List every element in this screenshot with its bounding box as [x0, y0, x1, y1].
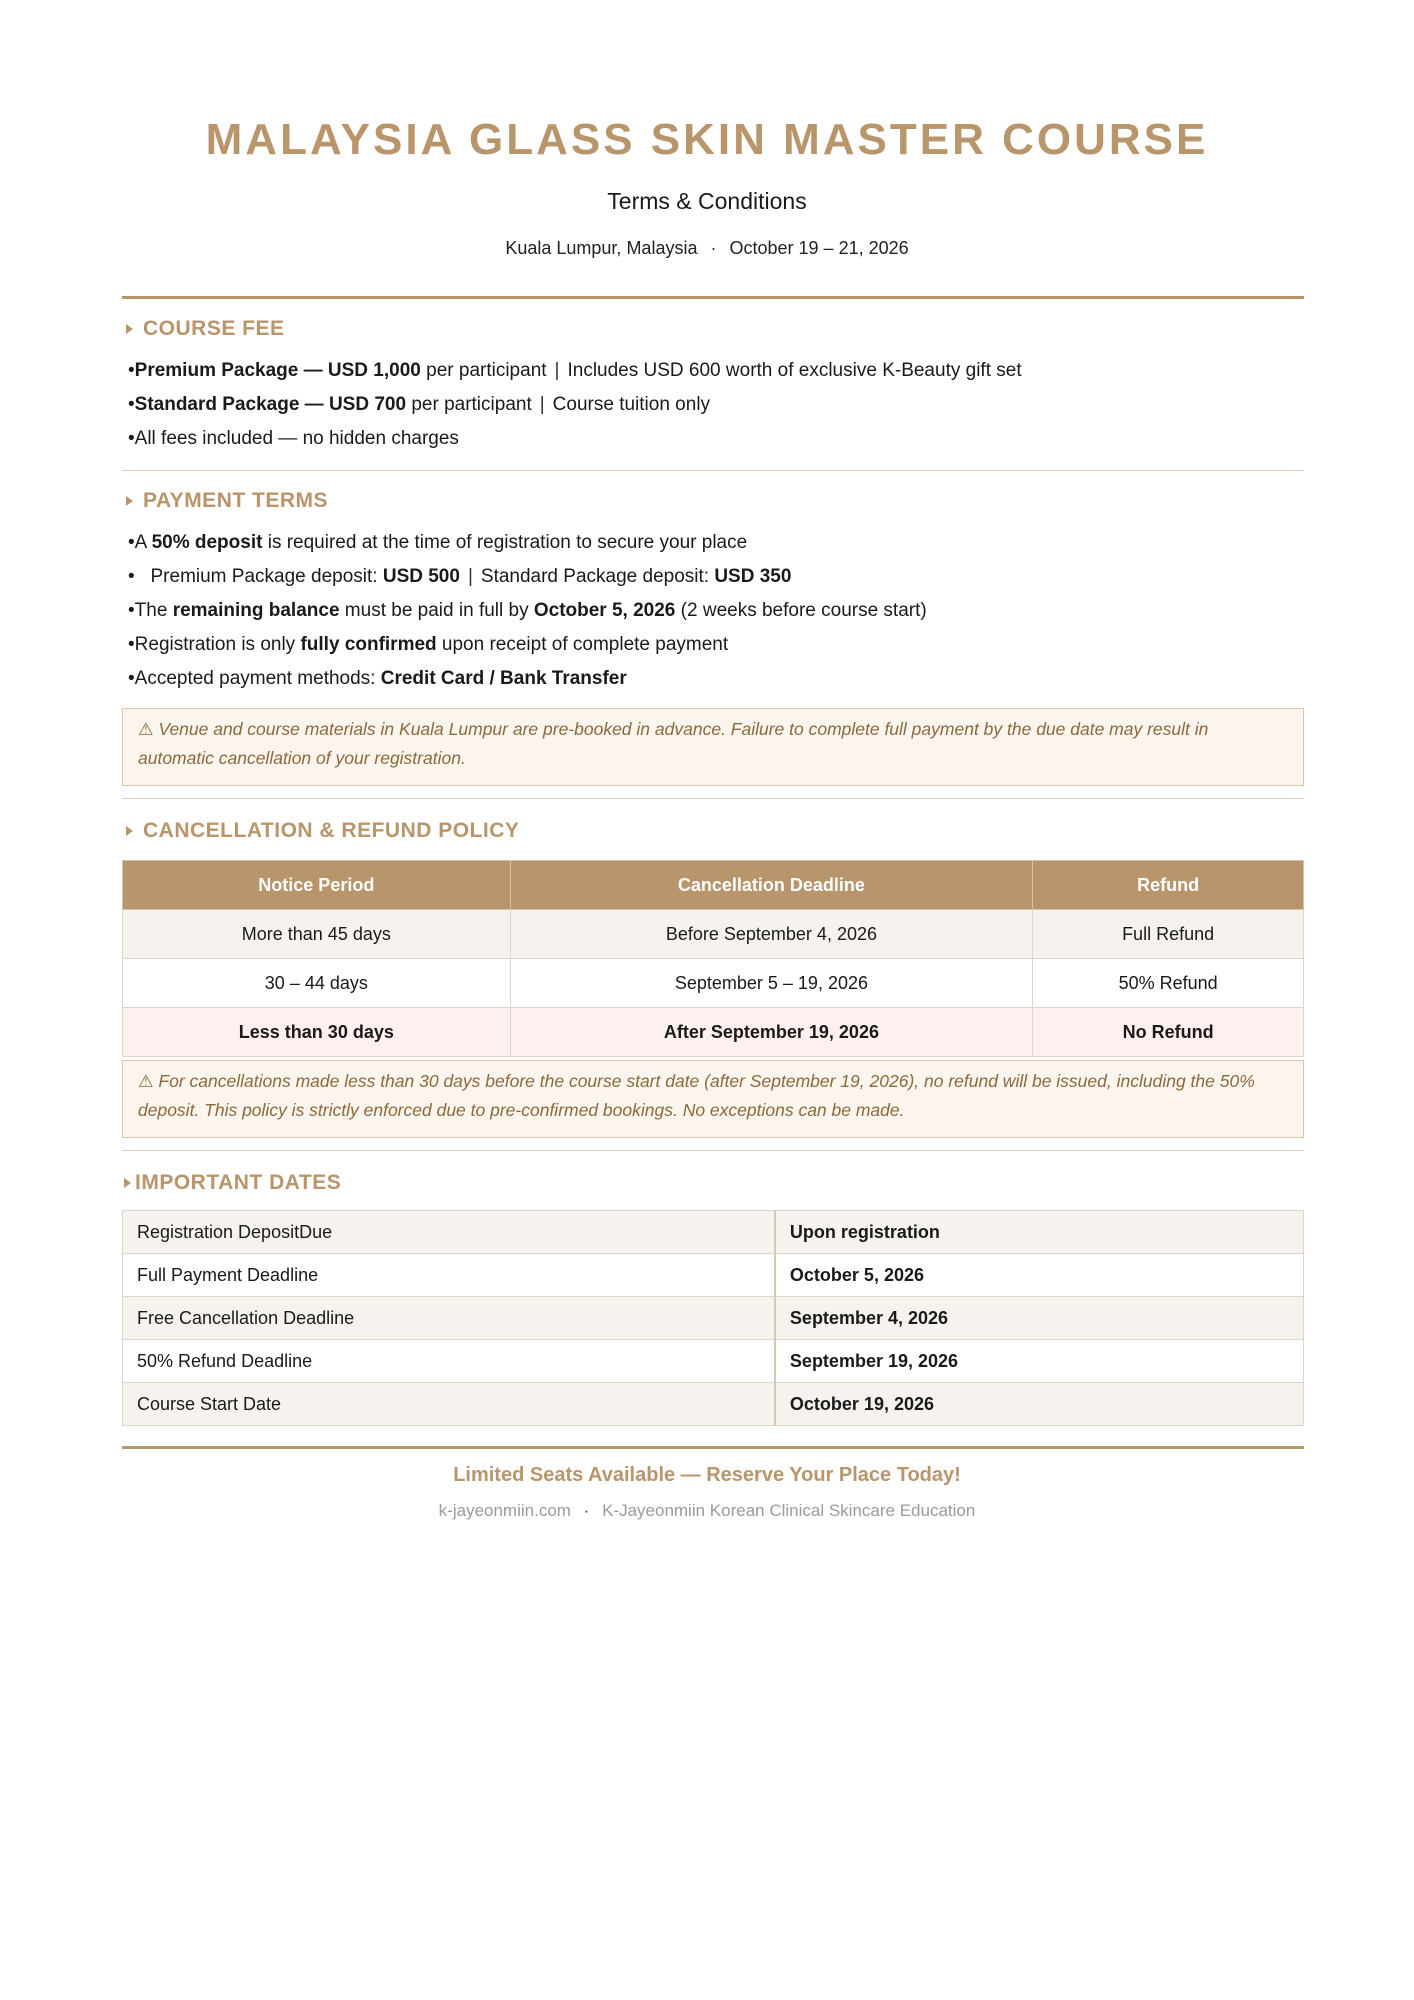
important-dates-table	[122, 1210, 1304, 1426]
section-divider	[122, 470, 1304, 471]
table-cell: More than 45 days	[123, 910, 511, 959]
table-header-row	[123, 861, 1304, 910]
pipe-separator: |	[539, 394, 545, 415]
text-bold: fully confirmed	[300, 634, 437, 655]
text-bold: Credit Card / Bank Transfer	[380, 668, 627, 689]
payment-terms-heading: PAYMENT TERMS	[143, 489, 329, 512]
table-cell: No Refund	[1033, 1008, 1304, 1057]
cancellation-section	[122, 816, 1304, 846]
page-subtitle: Terms & Conditions	[607, 188, 807, 214]
section-divider	[122, 798, 1304, 799]
list-item: • Premium Package deposit: USD 500 | Standard Package deposit: USD 350	[128, 566, 792, 587]
table-row-no-refund	[123, 1008, 1304, 1057]
pipe-separator: |	[467, 566, 473, 587]
call-to-action: Limited Seats Available — Reserve Your Place Today!	[453, 1464, 961, 1486]
organization-name: K-Jayeonmiin Korean Clinical Skincare Education	[602, 1501, 976, 1520]
date-label: 50% Refund Deadline	[123, 1340, 775, 1383]
triangle-bullet-icon	[126, 324, 133, 334]
text: Accepted payment methods:	[134, 668, 381, 689]
list-item: •Registration is only fully confirmed upon receipt of complete payment	[128, 634, 729, 655]
table-row	[123, 1297, 1304, 1340]
text: (2 weeks before course start)	[675, 600, 927, 621]
table-row	[123, 910, 1304, 959]
date-value: September 4, 2026	[775, 1297, 1304, 1340]
footer-meta	[0, 1501, 1414, 1521]
triangle-bullet-icon	[126, 496, 133, 506]
list-item: •The remaining balance must be paid in full by October 5, 2026 (2 weeks before course start)	[128, 600, 927, 621]
text-bold: October 5, 2026	[533, 600, 676, 621]
meta-separator: ·	[583, 1501, 590, 1520]
date-value: September 19, 2026	[775, 1340, 1304, 1383]
text: is required at the time of registration to secure your place	[262, 532, 748, 553]
table-cell: Before September 4, 2026	[510, 910, 1033, 959]
footer-divider	[122, 1446, 1304, 1449]
date-label: Free Cancellation Deadline	[123, 1297, 775, 1340]
important-dates-heading: IMPORTANT DATES	[135, 1171, 342, 1194]
item-text: per participant	[406, 394, 532, 415]
table-cell: After September 19, 2026	[510, 1008, 1033, 1057]
text-bold: remaining balance	[172, 600, 340, 621]
section-title-course-fee	[122, 314, 1304, 344]
section-title-important-dates	[122, 1168, 1304, 1198]
website-link[interactable]: k-jayeonmiin.com	[438, 1501, 571, 1520]
course-fee-heading: COURSE FEE	[143, 317, 285, 340]
event-meta	[0, 236, 1414, 260]
section-title-payment-terms	[122, 486, 1304, 516]
document-footer	[0, 1464, 1414, 1521]
table-cell: 50% Refund	[1033, 959, 1304, 1008]
course-fee-list	[122, 354, 1304, 456]
list-item: •Premium Package — USD 1,000 per participant | Includes USD 600 worth of exclusive K-Beauty gift set	[128, 360, 1022, 381]
date-value: October 19, 2026	[775, 1383, 1304, 1426]
table-row	[123, 1340, 1304, 1383]
text: Premium Package deposit:	[150, 566, 383, 587]
text: upon receipt of complete payment	[436, 634, 729, 655]
item-text: per participant	[420, 360, 547, 381]
date-value: Upon registration	[775, 1211, 1304, 1254]
event-location: Kuala Lumpur, Malaysia	[505, 238, 698, 258]
list-item: •Accepted payment methods: Credit Card / Bank Transfer	[128, 668, 627, 689]
payment-terms-list	[122, 526, 1304, 696]
payment-terms-section	[122, 486, 1304, 696]
document-header	[0, 0, 1414, 260]
item-extra: Includes USD 600 worth of exclusive K-Beauty gift set	[567, 360, 1022, 381]
date-label: Course Start Date	[123, 1383, 775, 1426]
header-divider	[122, 296, 1304, 299]
date-label: Full Payment Deadline	[123, 1254, 775, 1297]
table-row	[123, 1211, 1304, 1254]
text: Registration is only	[134, 634, 301, 655]
table-cell: Less than 30 days	[123, 1008, 511, 1057]
text-bold: USD 500	[382, 566, 460, 587]
text: The	[134, 600, 173, 621]
pipe-separator: |	[554, 360, 560, 381]
column-header: Cancellation Deadline	[510, 861, 1033, 910]
item-bold: Standard Package — USD 700	[134, 394, 407, 415]
date-value: October 5, 2026	[775, 1254, 1304, 1297]
triangle-bullet-icon	[124, 1178, 131, 1188]
item-bold: Premium Package — USD 1,000	[134, 360, 421, 381]
cancellation-heading: CANCELLATION & REFUND POLICY	[143, 819, 520, 842]
cancellation-warning-note: ⚠ For cancellations made less than 30 days before the course start date (after September 19, 2026), no refund will be issued, including the 50% deposit. This policy is strictly enforced due to pre-confirmed bookings. No exceptions can be made.	[122, 1060, 1304, 1138]
section-title-cancellation	[122, 816, 1304, 846]
event-dates: October 19 – 21, 2026	[729, 238, 909, 258]
list-item: •All fees included — no hidden charges	[128, 428, 459, 449]
text: Standard Package deposit:	[480, 566, 715, 587]
item-text: All fees included — no hidden charges	[134, 428, 459, 449]
meta-separator: ·	[710, 238, 717, 258]
table-row	[123, 1254, 1304, 1297]
table-cell: September 5 – 19, 2026	[510, 959, 1033, 1008]
triangle-bullet-icon	[126, 826, 133, 836]
text: must be paid in full by	[339, 600, 534, 621]
course-fee-section	[122, 314, 1304, 456]
column-header: Notice Period	[123, 861, 511, 910]
cancellation-table	[122, 860, 1304, 1057]
text-bold: USD 350	[714, 566, 792, 587]
list-item: •Standard Package — USD 700 per participant | Course tuition only	[128, 394, 711, 415]
table-row	[123, 959, 1304, 1008]
table-row	[123, 1383, 1304, 1426]
table-cell: Full Refund	[1033, 910, 1304, 959]
text-bold: 50% deposit	[151, 532, 263, 553]
item-extra: Course tuition only	[552, 394, 711, 415]
page-title: MALAYSIA GLASS SKIN MASTER COURSE	[205, 115, 1209, 164]
important-dates-section	[122, 1168, 1304, 1198]
date-label: Registration DepositDue	[123, 1211, 775, 1254]
text: A	[134, 532, 152, 553]
section-divider	[122, 1150, 1304, 1151]
payment-warning-note: ⚠ Venue and course materials in Kuala Lumpur are pre-booked in advance. Failure to complete full payment by the due date may result in automatic cancellation of your registration.	[122, 708, 1304, 786]
list-item: •A 50% deposit is required at the time of registration to secure your place	[128, 532, 748, 553]
column-header: Refund	[1033, 861, 1304, 910]
table-cell: 30 – 44 days	[123, 959, 511, 1008]
